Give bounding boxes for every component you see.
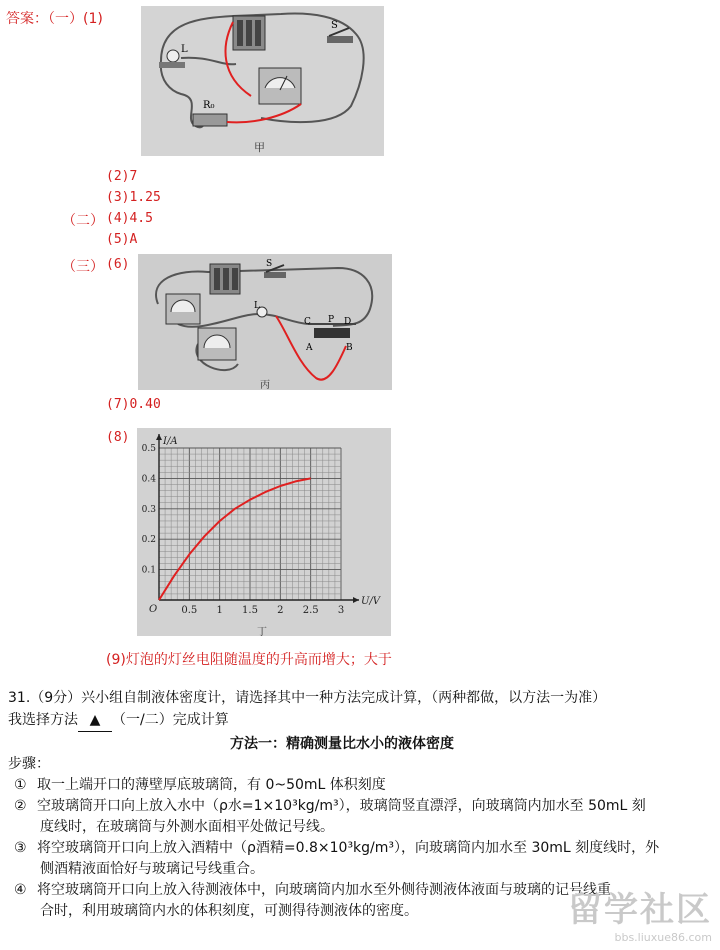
step-4-num: ④ [14,882,27,898]
step-3-text: 将空玻璃筒开口向上放入酒精中（ρ酒精=0.8×10³kg/m³），向玻璃筒内加水至 30mL 刻度线时，外 [37,840,660,856]
label-P: P [328,315,335,325]
x-axis-label: U/V [361,596,381,607]
step-4 [14,880,611,901]
x-tick-label: 2.5 [302,605,319,616]
question-line2-suffix: （一/二）完成计算 [112,712,229,728]
iu-graph-figure [137,428,391,636]
question-line1: 31.（9分）兴小组自制液体密度计，请选择其中一种方法完成计算，（两种都做，以方法一为准） [8,690,607,706]
step-3 [14,838,659,859]
label-C: C [304,317,311,327]
fig-ding-caption: 丁 [257,627,267,636]
label-R0: R₀ [203,100,215,111]
x-tick-label: 1 [216,605,223,616]
answer-part1: （一）(1) [48,11,103,27]
step-1-num: ① [14,777,27,793]
answer-item4: (4)4.5 [106,211,153,226]
answer-item7: (7)0.40 [106,397,161,412]
step-4-cont: 合时，利用玻璃筒内水的体积刻度，可测得待测液体的密度。 [40,903,418,919]
fig-bing-caption: 丙 [260,380,270,390]
step-2-cont: 度线时，在玻璃筒与外测水面相平处做记号线。 [40,819,334,835]
answer-item9: (9)灯泡的灯丝电阻随温度的升高而增大；大于 [106,652,392,668]
watermark-url: bbs.liuxue86.com [614,931,712,944]
x-tick-label: 2 [277,605,284,616]
step-3-cont: 侧酒精液面恰好与玻璃记号线重合。 [40,861,264,877]
answer-label [6,8,103,28]
label-S2: S [266,259,273,269]
x-tick-label: 0.5 [181,605,198,616]
watermark-logo: 留学社区 [568,890,712,930]
answer-item6: (6) [106,257,130,272]
circuit-jia-drawing [141,6,384,156]
step-3-num: ③ [14,840,27,856]
answer-item2: (2)7 [106,169,138,184]
y-tick-label: 0.2 [141,535,156,546]
method-title: 方法一：精确测量比水小的液体密度 [230,736,454,752]
x-tick-label: 1.5 [242,605,258,616]
chart-background [137,428,391,636]
watermark [568,882,712,944]
label-S: S [331,20,338,31]
question-line2-prefix: 我选择方法 [8,712,78,728]
answer-label-text: 答案： [6,11,48,27]
label-L: L [181,44,188,55]
label-B: B [346,343,353,353]
answer-part2: （二） [62,213,104,229]
step-2 [14,796,646,817]
answer-item8: (8) [106,430,130,445]
answer-blank[interactable]: ▲ [78,710,112,732]
y-tick-label: 0.3 [141,504,156,515]
iu-chart [137,428,391,636]
circuit-figure-bing [138,254,392,390]
step-1 [14,775,386,796]
answer-item5: (5)A [106,232,138,247]
step-4-text: 将空玻璃筒开口向上放入待测液体中，向玻璃筒内加水至外侧待测液体液面与玻璃的记号线重 [37,882,612,898]
label-D: D [344,317,352,327]
step-2-num: ② [14,798,27,814]
x-tick-label: 3 [337,605,345,616]
origin-label: O [149,604,158,615]
y-tick-label: 0.1 [141,565,156,576]
label-L2: L [254,301,260,311]
circuit-bing-drawing [138,254,392,390]
y-tick-label: 0.4 [141,474,156,485]
answer-item3: (3)1.25 [106,190,161,205]
label-A: A [306,343,313,353]
step-2-text: 空玻璃筒开口向上放入水中（ρ水=1×10³kg/m³），玻璃筒竖直漂浮，向玻璃筒内加水至 50mL 刻 [37,798,646,814]
y-tick-label: 0.5 [141,444,156,454]
circuit-figure-jia [141,6,384,156]
question-line2 [8,710,229,732]
y-axis-label: I/A [163,436,178,447]
answer-part3: （三） [62,259,104,275]
fig-jia-caption: 甲 [254,141,265,154]
steps-label: 步骤： [8,756,50,772]
step-1-text: 取一上端开口的薄壁厚底玻璃筒，有 0~50mL 体积刻度 [37,777,386,793]
